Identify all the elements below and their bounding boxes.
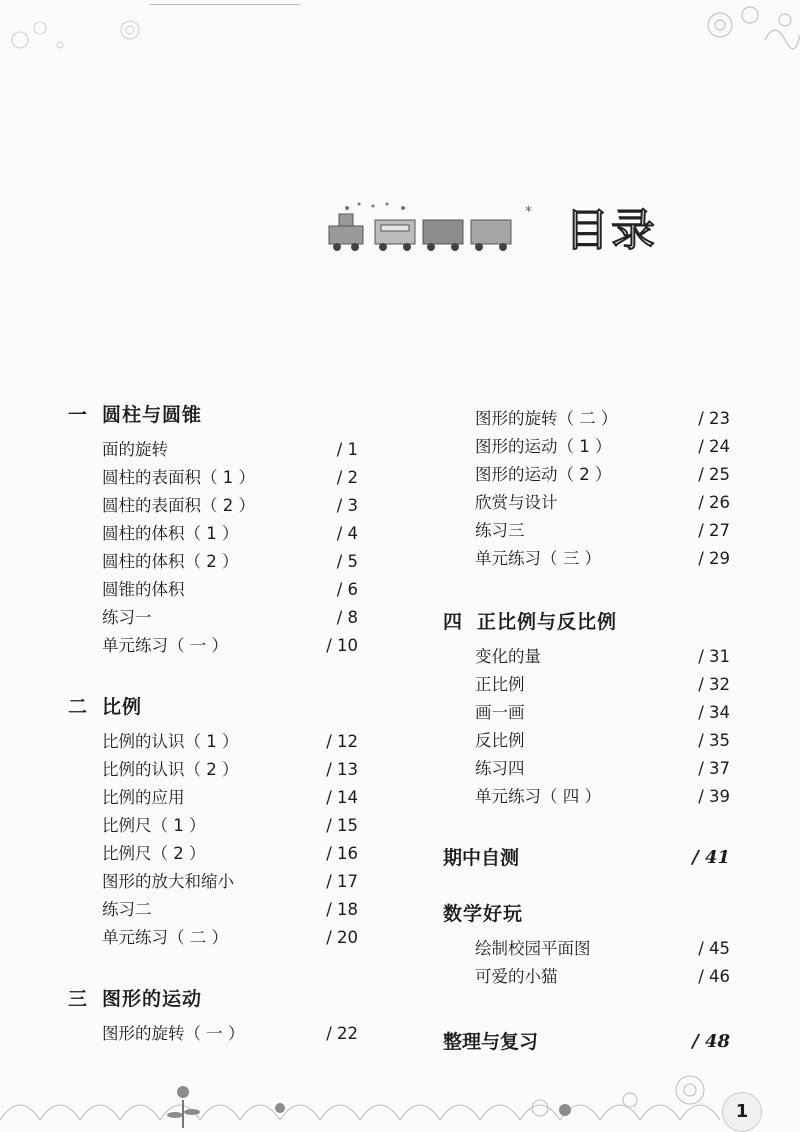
toc-item[interactable] [68,784,368,812]
review-title: 整理与复习 [443,1031,539,1053]
toc-label: 圆柱的表面积（ 2 ） [102,496,255,515]
toc-label: 比例的认识（ 1 ） [102,732,239,751]
midterm-title: 期中自测 [443,847,520,869]
toc-label: 图形的运动（ 1 ） [475,437,612,456]
toc-review[interactable] [443,1027,743,1057]
section-number: 一 [68,404,89,426]
toc-item[interactable] [443,671,743,699]
section-two [68,692,368,952]
toc-page: / 39 [698,787,730,806]
toc-page: / 20 [326,928,358,947]
toc-page: / 14 [326,788,358,807]
section-title: 数学好玩 [443,903,524,925]
toc-label: 单元练习（ 四 ） [475,787,601,806]
toc-label: 绘制校园平面图 [475,939,591,958]
toc-label: 练习四 [475,759,525,778]
toc-left-column [68,400,368,1048]
toc-item[interactable] [68,812,368,840]
section-number: 二 [68,696,89,718]
toc-item[interactable] [443,935,743,963]
toc-item[interactable] [443,433,743,461]
toc-label: 图形的旋转（ 一 ） [102,1024,245,1043]
flower-pattern-top-right [690,0,800,60]
toc-page: / 1 [336,440,358,459]
toc-item[interactable] [68,728,368,756]
toc-item[interactable] [68,492,368,520]
toc-page: / 35 [698,731,730,750]
toc-page: / 15 [326,816,358,835]
toc-item[interactable] [68,604,368,632]
toc-item[interactable] [443,489,743,517]
toc-label: 单元练习（ 一 ） [102,636,228,655]
toc-page: / 12 [326,732,358,751]
toc-item[interactable] [443,545,743,573]
floral-border-bottom [0,1070,800,1129]
section-number: 四 [443,611,464,633]
section-title: 正比例与反比例 [477,611,618,633]
toc-page: / 23 [698,409,730,428]
toc-item[interactable] [443,405,743,433]
toc-page: / 8 [336,608,358,627]
toc-label: 画一画 [475,703,525,722]
section-four [443,607,743,811]
toc-item[interactable] [68,1020,368,1048]
toc-label: 反比例 [475,731,525,750]
svg-text:*: * [525,204,532,220]
toc-item[interactable] [68,548,368,576]
section-heading [443,899,743,929]
toc-label: 图形的放大和缩小 [102,872,234,891]
toc-item[interactable] [443,963,743,991]
toc-page: / 10 [326,636,358,655]
toc-page: / 46 [698,967,730,986]
toc-item[interactable] [68,868,368,896]
toc-item[interactable] [443,643,743,671]
toc-page: / 41 [692,847,730,868]
section-one [68,400,368,660]
page-number: 1 [722,1092,762,1132]
toc-page: / 26 [698,493,730,512]
toc-page: / 29 [698,549,730,568]
toc-page: / 27 [698,521,730,540]
toc-label: 比例的应用 [102,788,185,807]
flower-pattern-top-left [0,0,170,60]
toc-page: / 31 [698,647,730,666]
section-heading [68,984,368,1014]
toc-page: / 6 [336,580,358,599]
toc-item[interactable] [443,699,743,727]
section-title: 圆柱与圆锥 [102,404,203,426]
toc-page: / 17 [326,872,358,891]
toc-item[interactable] [443,517,743,545]
toc-page: / 32 [698,675,730,694]
toc-label: 比例尺（ 1 ） [102,816,206,835]
toc-item[interactable] [443,461,743,489]
toc-label: 比例尺（ 2 ） [102,844,206,863]
toc-right-column [443,405,743,1057]
toc-item[interactable] [68,436,368,464]
toc-page: / 45 [698,939,730,958]
toc-page: / 34 [698,703,730,722]
toc-label: 正比例 [475,675,525,694]
toc-item[interactable] [443,755,743,783]
toc-label: 图形的旋转（ 二 ） [475,409,618,428]
section-three [68,984,368,1048]
toc-page: / 13 [326,760,358,779]
toc-label: 欣赏与设计 [475,493,558,512]
toc-label: 面的旋转 [102,440,168,459]
section-math-fun [443,899,743,991]
toc-label: 练习二 [102,900,152,919]
toc-page: / 5 [336,552,358,571]
section-heading [443,607,743,637]
section-title: 比例 [102,696,143,718]
section-title: 图形的运动 [102,988,203,1010]
toc-item[interactable] [443,783,743,811]
toc-label: 单元练习（ 二 ） [102,928,228,947]
toc-page: / 48 [692,1031,730,1052]
toc-label: 图形的运动（ 2 ） [475,465,612,484]
toc-label: 练习一 [102,608,152,627]
toc-label: 可爱的小猫 [475,967,558,986]
title-area [325,190,675,260]
toc-label: 圆柱的表面积（ 1 ） [102,468,255,487]
toc-label: 圆柱的体积（ 2 ） [102,552,239,571]
toc-item[interactable] [68,576,368,604]
toc-page: / 37 [698,759,730,778]
toc-item[interactable] [68,464,368,492]
toc-page: / 22 [326,1024,358,1043]
toc-label: 变化的量 [475,647,541,666]
top-rule [150,4,300,5]
toc-page: / 4 [336,524,358,543]
toc-item[interactable] [68,924,368,952]
toc-item[interactable] [68,632,368,660]
toc-page: / 25 [698,465,730,484]
section-number: 三 [68,988,89,1010]
toc-label: 比例的认识（ 2 ） [102,760,239,779]
section-heading [68,692,368,722]
toc-label: 练习三 [475,521,525,540]
toc-item[interactable] [443,727,743,755]
toc-page: / 3 [336,496,358,515]
toc-label: 圆柱的体积（ 1 ） [102,524,239,543]
toc-label: 圆锥的体积 [102,580,185,599]
toc-item[interactable] [68,840,368,868]
toc-label: 单元练习（ 三 ） [475,549,601,568]
toc-item[interactable] [68,756,368,784]
toc-page: / 18 [326,900,358,919]
section-heading [68,400,368,430]
toc-page: / 16 [326,844,358,863]
toc-item[interactable] [68,896,368,924]
toc-item[interactable] [68,520,368,548]
toc-midterm[interactable] [443,843,743,873]
page-title: 目录 [565,205,657,256]
train-illustration [325,198,540,253]
toc-page: / 24 [698,437,730,456]
toc-page: / 2 [336,468,358,487]
